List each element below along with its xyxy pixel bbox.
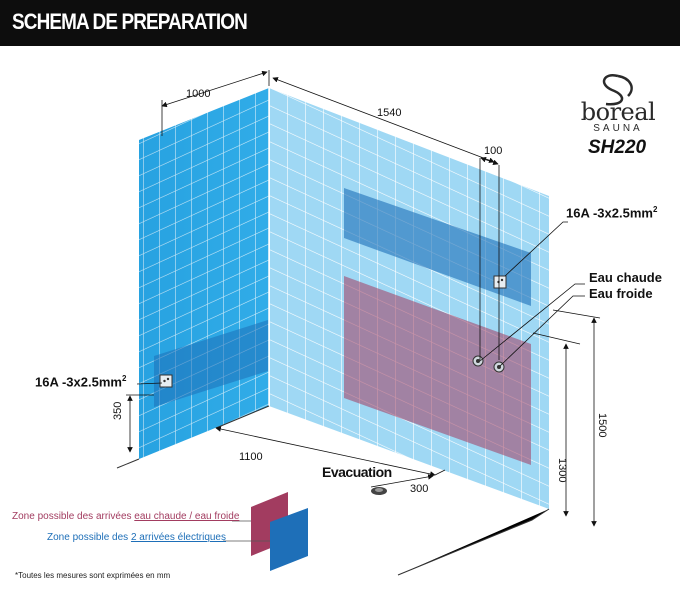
legend-water: Zone possible des arrivées eau chaude / eau froide bbox=[12, 511, 240, 522]
page-title: SCHEMA DE PREPARATION bbox=[12, 9, 247, 34]
dim-height-1300: 1300 bbox=[556, 458, 568, 483]
electric-outlet-icon bbox=[160, 375, 172, 387]
power-label-right: 16A $-3x2.5mm^2$ bbox=[566, 205, 658, 221]
measurement-note: *Toutes les mesures sont exprimées en mm bbox=[15, 571, 171, 580]
dim-width-back: 1540 bbox=[377, 107, 402, 119]
power-label-left: 16A $-3x2.5mm^2$ bbox=[35, 374, 127, 390]
cold-water-label: Eau froide bbox=[589, 286, 653, 301]
model-name: SH220 bbox=[588, 137, 647, 158]
dim-width-left: 1000 bbox=[186, 88, 211, 100]
drain-icon bbox=[371, 487, 387, 495]
hot-water-label: Eau chaude bbox=[589, 270, 662, 285]
dim-offset: 100 bbox=[484, 145, 503, 157]
brand-subtitle: SAUNA bbox=[593, 123, 643, 134]
dim-height-350: 350 bbox=[112, 401, 124, 420]
brand-name: boreal bbox=[580, 98, 656, 126]
evacuation-label: Evacuation bbox=[322, 464, 392, 480]
dim-height-1500: 1500 bbox=[596, 413, 608, 438]
dim-floor-300: 300 bbox=[410, 483, 429, 495]
dim-floor-1100: 1100 bbox=[239, 451, 263, 463]
legend-electric: Zone possible des 2 arrivées électriques bbox=[47, 532, 226, 543]
electric-outlet-icon bbox=[494, 276, 506, 288]
